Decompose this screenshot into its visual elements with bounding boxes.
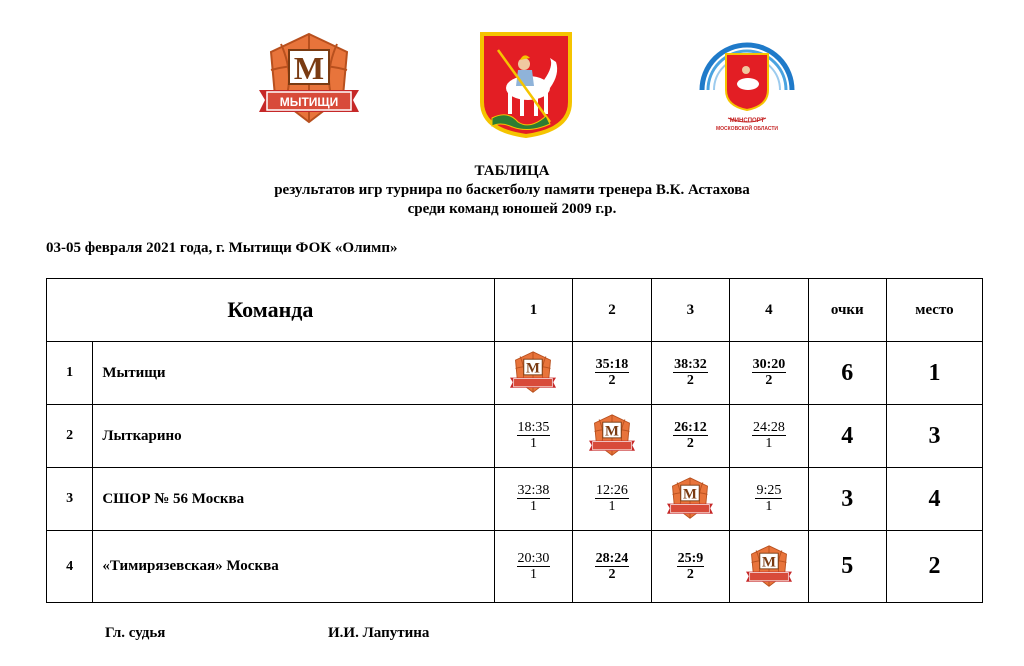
team-name: Лыткарино [93,405,494,468]
game-points: 2 [686,566,694,582]
row-number: 1 [47,342,93,405]
row-number: 2 [47,405,93,468]
final-place: 2 [886,531,982,603]
header-col-4: 4 [730,279,808,342]
game-result [752,357,787,388]
header-team: Команда [47,279,495,342]
final-place: 1 [886,342,982,405]
game-cell-2 [573,468,651,531]
title-line-3: среди команд юношей 2009 г.р. [407,201,617,217]
game-result [752,420,786,451]
basketball-club-logo [257,30,361,130]
game-score: 35:18 [595,357,629,372]
table-row [47,531,983,603]
game-cell-3 [651,342,729,405]
logos-row [0,30,1024,142]
game-score: 30:20 [752,357,786,372]
game-cell-3 [651,531,729,603]
game-points: 1 [529,566,537,582]
game-points: 2 [765,373,773,388]
total-points: 4 [808,405,886,468]
svg-text:МИНСПОРТ: МИНСПОРТ [729,118,765,124]
game-cell-1 [494,531,572,603]
game-result [595,357,630,388]
game-result [595,551,630,582]
club-logo-icon [666,476,714,522]
ministry-sport-logo [692,30,802,140]
game-points: 1 [765,436,773,451]
svg-text:МОСКОВСКОЙ ОБЛАСТИ: МОСКОВСКОЙ ОБЛАСТИ [715,126,779,132]
table-row [47,405,983,468]
final-place: 4 [886,468,982,531]
game-points: 1 [608,499,616,514]
game-points: 1 [529,436,537,451]
game-result [677,551,705,582]
game-score: 32:38 [517,483,550,498]
game-score: 25:9 [677,550,704,566]
header-col-2: 2 [573,279,651,342]
game-cell-1 [494,342,572,405]
table-row [47,342,983,405]
game-cell-3 [651,405,729,468]
row-number: 4 [47,531,93,603]
game-score: 24:28 [752,420,785,435]
team-name: Мытищи [93,342,494,405]
title-line-1: ТАБЛИЦА [474,163,550,179]
footer-judge-role: Гл. судья [105,625,166,641]
svg-text:МЫТИЩИ: МЫТИЩИ [279,95,339,109]
footer-judge-name: И.И. Лапутина [328,625,430,641]
moscow-oblast-coat-of-arms [478,30,574,138]
game-result [517,420,551,451]
table-row [47,468,983,531]
club-logo-icon [745,544,793,590]
game-score: 20:30 [517,550,550,566]
header-col-3: 3 [651,279,729,342]
game-points: 2 [686,373,694,388]
game-points: 2 [608,566,616,582]
game-cell-2 [573,531,651,603]
game-cell-4 [730,531,808,603]
row-number: 3 [47,468,93,531]
game-points: 2 [686,436,694,451]
game-points: 1 [529,499,537,514]
game-score: 9:25 [756,483,782,498]
total-points: 5 [808,531,886,603]
results-table [46,278,983,603]
game-cell-1 [494,405,572,468]
game-points: 2 [608,373,616,388]
header-col-1: 1 [494,279,572,342]
game-cell-2 [573,405,651,468]
game-result [595,483,629,514]
game-points: 1 [765,499,773,514]
game-cell-1 [494,468,572,531]
game-cell-2 [573,342,651,405]
game-cell-4 [730,468,808,531]
team-name: СШОР № 56 Москва [93,468,494,531]
document-title [0,162,1024,219]
total-points: 3 [808,468,886,531]
final-place: 3 [886,405,982,468]
header-place: место [886,279,982,342]
game-score: 18:35 [517,420,550,435]
table-header-row [47,279,983,342]
game-result [755,483,782,514]
game-cell-3 [651,468,729,531]
game-result [673,420,708,451]
game-result [517,551,551,582]
game-result [673,357,708,388]
game-result [517,483,551,514]
game-cell-4 [730,342,808,405]
game-score: 12:26 [596,483,628,498]
game-score: 38:32 [674,357,707,372]
club-logo-icon [588,413,636,459]
game-score: 28:24 [595,550,629,566]
event-date-location: 03-05 февраля 2021 года, г. Мытищи ФОК «Олимп» [46,240,398,256]
header-points: очки [808,279,886,342]
game-cell-4 [730,405,808,468]
title-line-2: результатов игр турнира по баскетболу памяти тренера В.К. Астахова [274,182,750,198]
total-points: 6 [808,342,886,405]
game-score: 26:12 [674,420,707,435]
club-logo-icon [509,350,557,396]
team-name: «Тимирязевская» Москва [93,531,494,603]
